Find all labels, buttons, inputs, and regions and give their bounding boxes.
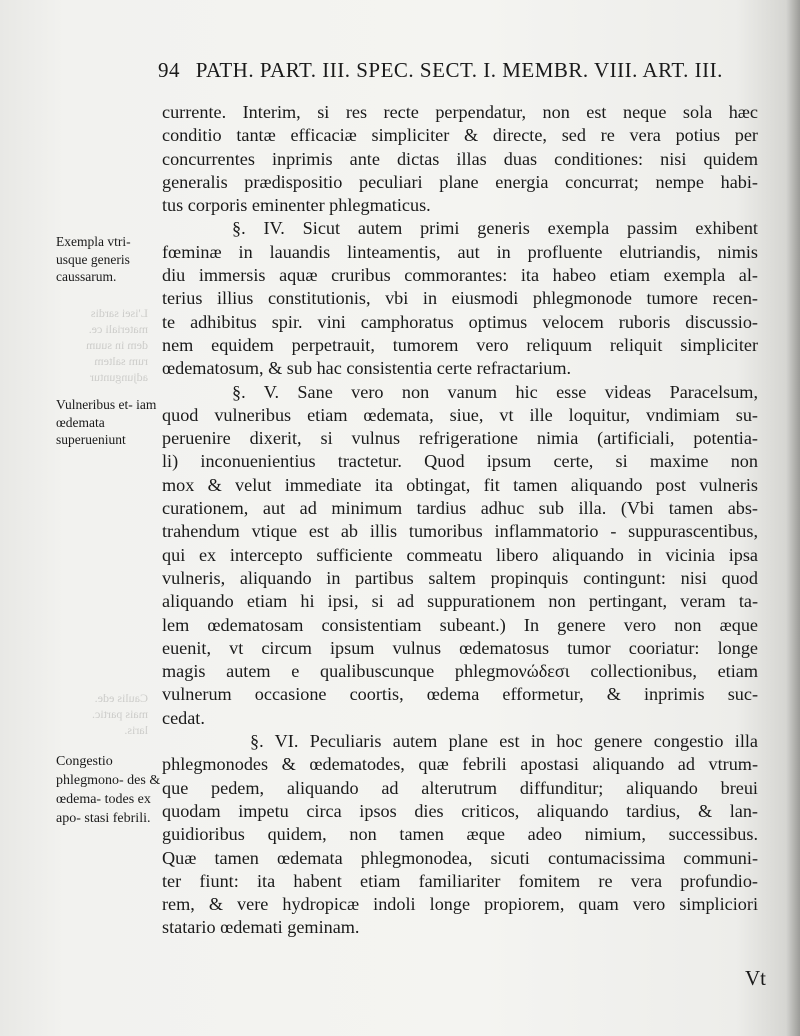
catchword: Vt <box>745 966 766 990</box>
running-header <box>158 58 748 83</box>
text-line: qui ex intercepto sufficiente commeatu libero aliquando in vicinia ipsa <box>162 544 758 565</box>
text-line: currente. Interim, si res recte perpendatur, non est neque sola hæc <box>162 102 758 122</box>
show-through-text: Caulis ede. mais partic. laris. <box>92 691 148 737</box>
text-line: te adhibitus spir. vini camphoratus optimus velocem ruboris discussio- <box>162 311 758 332</box>
text-line: vulneris, aliquando in partibus saltem propinquis contingunt: nisi quod <box>162 567 758 588</box>
text-line: li) inconuenientius tractetur. Quod ipsum certe, si maxime non <box>162 451 758 472</box>
text-line: terius illius constitutionis, vbi in eiusmodi phlegmonode tumore recen- <box>162 288 758 309</box>
margin-note: Vulneribus et- iam œdemata superueniunt <box>56 397 157 447</box>
section-heading-line: §. V. Sane vero non vanum hic esse videas Paracelsum, <box>232 381 758 402</box>
text-line: concurrentes inprimis ante dictas illas duas conditiones: nisi quidem <box>162 148 758 169</box>
text-line: nem equidem perpetrauit, tumorem vero reliquum reliquit simpliciter <box>162 334 758 355</box>
body-text <box>162 101 758 940</box>
text-line: cedat. <box>162 707 205 728</box>
text-line: que pedem, aliquando ad alterutrum diffunditur; aliquando breui <box>162 777 758 798</box>
text-line: mox & velut immediate ita obtingat, fit tamen aliquando post vulneris <box>162 474 758 495</box>
running-title: PATH. PART. III. SPEC. SECT. I. MEMBR. VIII. ART. III. <box>195 58 723 82</box>
text-line: lem œdematosam consistentiam subeant.) In genere vero non æque <box>162 614 758 635</box>
section-heading-line: §. IV. Sicut autem primi generis exempla passim exhibent <box>232 218 758 239</box>
margin-note: Congestio phlegmono- des & œdema- todes ex apo- stasi febrili. <box>56 754 161 826</box>
show-through-text: L'isei sardis materiali ce. dem in suum rum saltem adjunguntur <box>86 306 148 384</box>
text-line: ter fiunt: ita habent etiam familiariter fomitem re vera profundio- <box>162 870 758 891</box>
text-line: magis autem e qualibuscunque phlegmονώδεσι collectionibus, etiam <box>162 661 758 682</box>
text-line: tus corporis eminenter phlegmaticus. <box>162 195 431 216</box>
text-line: fœminæ in lauandis linteamentis, aut in profluente elutriandis, nimis <box>162 241 758 262</box>
text-line: peruenire dixerit, si vulnus refrigeratione nimia (artificiali, potentia- <box>162 428 758 449</box>
text-line: quodam impetu circa ipsos dies criticos, aliquando tardius, & lan- <box>162 800 758 821</box>
text-line: generalis prædispositio peculiari plane energia concurrat; nempe habi- <box>162 171 758 192</box>
text-line: rem, & vere hydropicæ indoli longe propiorem, quam vero simpliciori <box>162 894 758 915</box>
text-line: guidioribus quidem, non tamen æque adeo nimium, successibus. <box>162 824 758 845</box>
text-line: diu immersis aquæ cruribus commorantes: ita habeo etiam exempla al- <box>162 265 758 286</box>
text-line: quod vulneribus etiam œdemata, siue, vt ille loquitur, vndimiam su- <box>162 404 758 425</box>
section-heading-line: §. VI. Peculiaris autem plane est in hoc genere congestio illa <box>250 731 758 752</box>
text-line: conditio tantæ efficaciæ simpliciter & directe, sed re vera potius per <box>162 125 758 146</box>
page-edge-shadow <box>786 0 800 1036</box>
text-line: statario œdemati geminam. <box>162 917 360 938</box>
margin-note: Exempla vtri- usque generis caussarum. <box>56 234 131 284</box>
text-line: curationem, aut ad minimum tardius adhuc sub illa. (Vbi tamen abs- <box>162 498 758 519</box>
text-line: Quæ tamen œdemata phlegmonodea, sicuti contumacissima communi- <box>162 847 758 868</box>
text-line: aliquando etiam hi ipsi, si ad suppurationem non pertingant, veram ta- <box>162 591 758 612</box>
text-line: phlegmonodes & œdematodes, quæ febrili apostasi aliquando ad vtrum- <box>162 754 758 775</box>
text-line: euenit, vt circum ipsum vulnus œdematosus tumor cooriatur: longe <box>162 637 758 658</box>
page-number: 94 <box>158 58 180 82</box>
text-line: œdematosum, & sub hac consistentia certe refractarium. <box>162 358 572 379</box>
text-line: trahendum vtique est ab illis tumoribus inflammatorio - suppurascentibus, <box>162 521 758 542</box>
text-line: vulnerum occasione coortis, œdema efformetur, & inprimis suc- <box>162 684 758 705</box>
